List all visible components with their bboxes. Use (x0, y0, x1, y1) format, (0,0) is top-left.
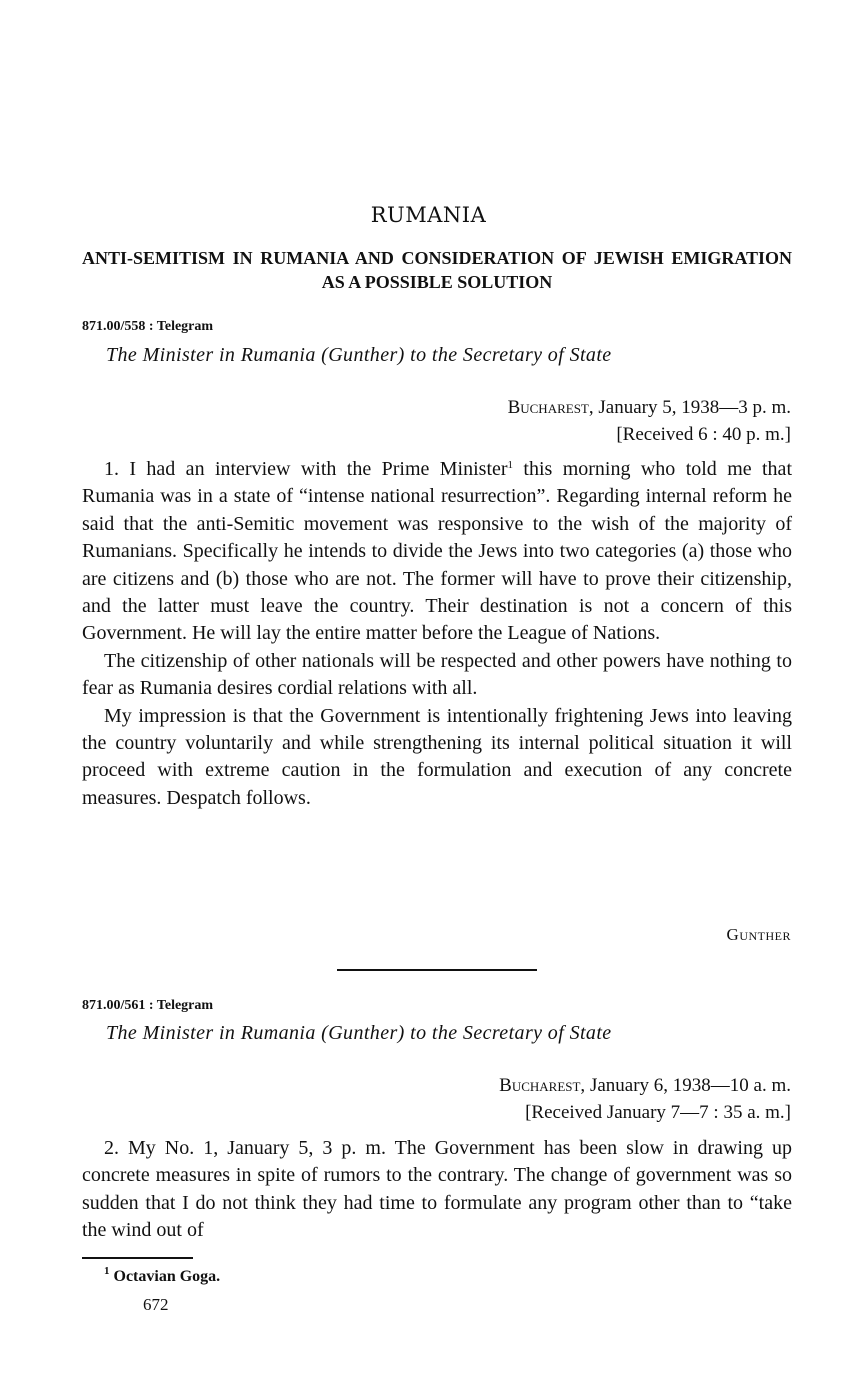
footnote-text: Octavian Goga. (109, 1268, 221, 1285)
paragraph-4: 2. My No. 1, January 5, 3 p. m. The Government has been slow in drawing up concrete measures in spite of rumors to the contrary. The change of government was so sudden that I do not think they had time to formulate any program other than to “take the wind out of (82, 1137, 792, 1242)
file-number-1: 871.00/558 : Telegram (82, 319, 214, 334)
dateline-place-2: Bucharest, (499, 1075, 586, 1096)
page-number: 672 (143, 1295, 169, 1314)
paragraph-1 (82, 456, 792, 648)
dateline-1 (508, 394, 791, 448)
dateline-date-1: January 5, 1938—3 p. m. (593, 397, 791, 418)
telegram-body-2 (82, 1135, 792, 1245)
file-number-2: 871.00/561 : Telegram (82, 998, 214, 1013)
received-line-1: [Received 6 : 40 p. m.] (616, 424, 791, 445)
dateline-date-2: January 6, 1938—10 a. m. (585, 1075, 791, 1096)
document-heading-1: The Minister in Rumania (Gunther) to the Secretary of State (106, 344, 612, 366)
footnote-mark: 1 (507, 459, 514, 471)
paragraph-1-text-a: 1. I had an interview with the Prime Minister (104, 458, 508, 480)
signature: Gunther (726, 925, 791, 944)
page-title: RUMANIA (370, 203, 487, 227)
section-divider (337, 969, 537, 971)
paragraph-1-text-b: this morning who told me that Rumania was in a state of “intense national resurrection”. Regarding internal reform he said that the anti-Semitic movement was responsive to the wish of the majority of Rumanians. Specifically he intends to divide the Jews into two categories (a) those who are citizens and (b) those who are not. The former will have to prove their citizenship, and the latter must leave the country. Their destination is not a concern of this Government. He will lay the entire matter before the League of Nations. (82, 458, 792, 645)
received-line-2: [Received January 7—7 : 35 a. m.] (525, 1102, 791, 1123)
telegram-body-1 (82, 456, 792, 812)
paragraph-2: The citizenship of other nationals will be respected and other powers have nothing to fear as Rumania desires cordial relations with all. (82, 649, 792, 700)
document-heading-2: The Minister in Rumania (Gunther) to the Secretary of State (106, 1022, 612, 1044)
footnote (104, 1265, 221, 1286)
paragraph-3: My impression is that the Government is intentionally frightening Jews into leaving the country voluntarily and while strengthening its internal political situation it will proceed with extreme caution in the formulation and execution of any concrete measures. Despatch follows. (82, 704, 792, 809)
section-subtitle: ANTI-SEMITISM IN RUMANIA AND CONSIDERATION OF JEWISH EMIGRATION AS A POSSIBLE SOLUTION (82, 248, 792, 292)
footnote-number: 1 (104, 1265, 110, 1277)
footnote-rule (82, 1257, 193, 1259)
dateline-2 (499, 1072, 791, 1126)
dateline-place-1: Bucharest, (507, 397, 594, 418)
